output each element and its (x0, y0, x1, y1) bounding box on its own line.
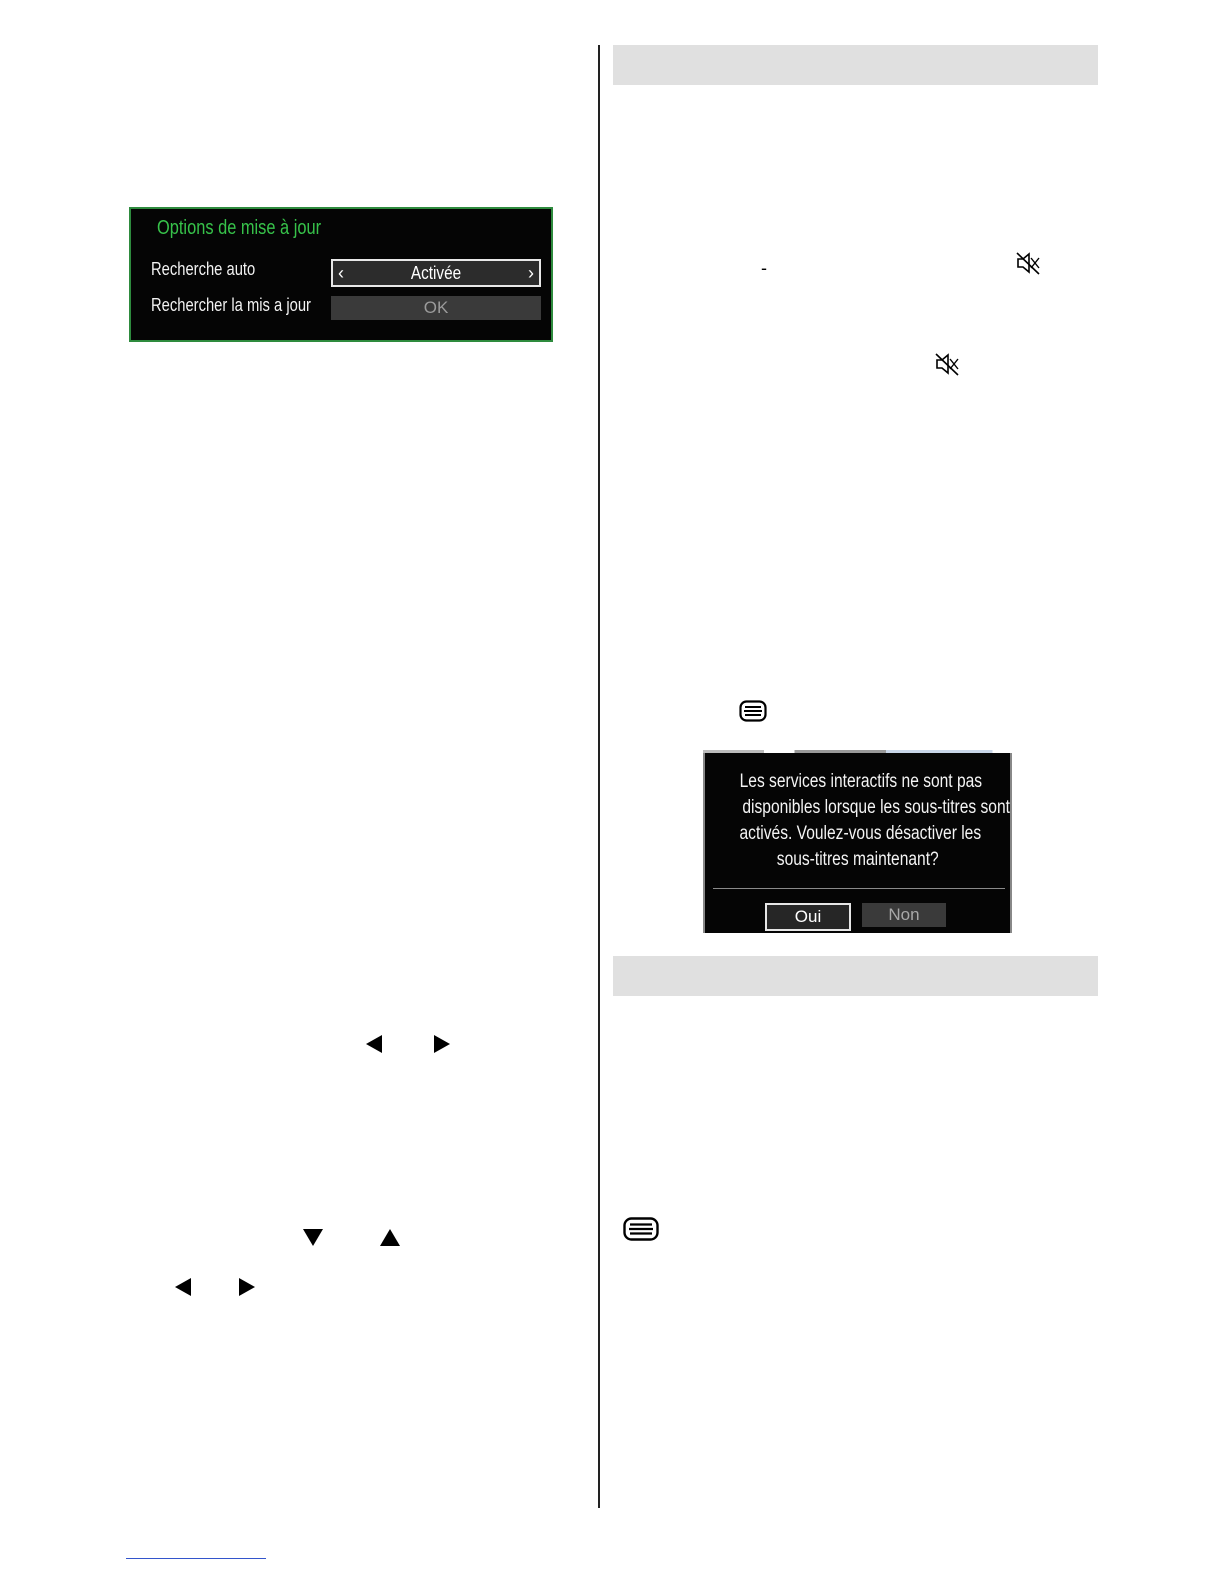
section-header-bar-top (613, 45, 1098, 85)
no-button[interactable]: Non (862, 903, 946, 927)
auto-search-selector[interactable] (331, 259, 541, 287)
footer-link-underline (126, 1558, 266, 1559)
mute-icon (1015, 250, 1041, 276)
dialog-message-line: activés. Voulez-vous désactiver les (739, 823, 982, 844)
subtitle-dialog (703, 753, 1012, 933)
left-arrow-icon (175, 1278, 191, 1296)
dialog-message-line: disponibles lorsque les sous-titres sont (742, 797, 1010, 818)
auto-search-label: Recherche auto (151, 259, 256, 279)
dialog-message-line: sous-titres maintenant? (776, 849, 939, 870)
mute-icon (934, 351, 960, 377)
dialog-message-line: Les services interactifs ne sont pas (739, 771, 983, 792)
search-update-label: Rechercher la mis a jour (151, 295, 311, 315)
chevron-right-icon[interactable]: › (528, 263, 534, 283)
chevron-left-icon[interactable]: ‹ (338, 263, 344, 283)
teletext-icon (739, 700, 767, 722)
up-arrow-icon (380, 1229, 400, 1246)
yes-button[interactable]: Oui (765, 903, 851, 931)
down-arrow-icon (303, 1229, 323, 1246)
column-divider (598, 45, 600, 1508)
right-arrow-icon (434, 1035, 450, 1053)
teletext-icon (623, 1217, 659, 1241)
dialog-message (713, 769, 1010, 873)
search-update-ok-button[interactable]: OK (331, 296, 541, 320)
panel-title: Options de mise à jour (157, 217, 322, 239)
update-options-panel (129, 207, 553, 342)
right-arrow-icon (239, 1278, 255, 1296)
dash-mark: - (761, 258, 767, 278)
section-header-bar-middle (613, 956, 1098, 996)
auto-search-value: Activée (410, 262, 462, 283)
dialog-separator (713, 888, 1005, 889)
left-arrow-icon (366, 1035, 382, 1053)
